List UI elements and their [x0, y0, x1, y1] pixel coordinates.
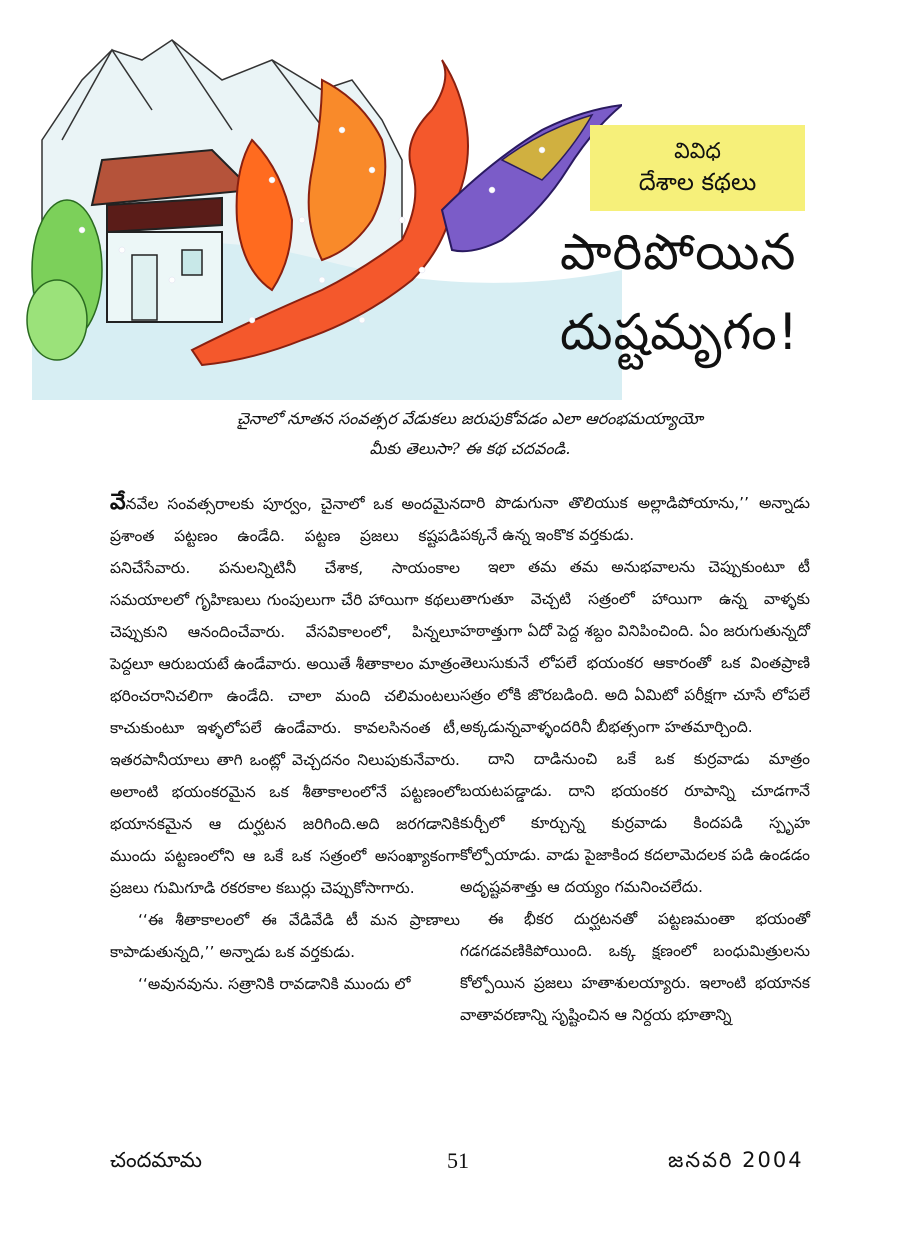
story-title [560, 212, 890, 372]
intro-line-2: మీకు తెలుసా? ఈ కథ చదవండి. [369, 439, 571, 458]
left-paragraph-3: ‘‘అవునవును. సత్రానికి రావడానికి ముందు లో [138, 975, 411, 993]
badge-line-2: దేశాల కథలు [638, 168, 757, 196]
right-column [460, 487, 810, 1031]
right-paragraph-4: ఈ భీకర దుర్ఘటనతో పట్టణమంతా భయంతో గడగడవణికిపోయింది. ఒక్క క్షణంలో బంధుమిత్రులను కోల్పోయిన ప్రజలు హతాశులయ్యారు. ఇలాంటి భయానక వాతావరణాన్ని సృష్టించిన ఆ నిర్దయ భూతాన్ని [460, 910, 810, 1024]
right-paragraph-3: దాని దాడినుంచి ఒకే ఒక కుర్రవాడు మాత్రం బయటపడ్డాడు. దాని భయంకర రూపాన్ని చూడగానే కుర్చీలో కూర్చున్న కుర్రవాడు కిందపడి స్పృహ కోల్పోయాడు. వాడు పైజాకింద కదలామెదలక పడి ఉండడం అదృష్టవశాత్తు ఆ దయ్యం గమనించలేదు. [460, 750, 810, 896]
page-number: 51 [447, 1148, 469, 1173]
magazine-name: చందమామ [110, 1148, 202, 1172]
title-line-1: పారిపోయిన [560, 223, 797, 281]
drop-cap: వే [110, 490, 126, 515]
issue-date: జనవరి 2004 [668, 1148, 804, 1172]
series-badge [590, 125, 805, 211]
left-column [110, 487, 460, 1000]
illustration [22, 20, 622, 400]
intro-line-1: చైనాలో నూతన సంవత్సర వేడుకలు జరుపుకోవడం ఎలా ఆరంభమయ్యాయో [236, 409, 704, 428]
badge-line-1: వివిధ [674, 139, 721, 164]
right-paragraph-1: దారి పొడుగునా తొలియుక అల్లాడిపోయాను,’’ అన్నాడు పక్కనే ఉన్న ఇంకొక వర్తకుడు. [460, 494, 810, 544]
left-paragraph-1 [110, 487, 460, 904]
title-line-2: దుష్టమృగం! [560, 303, 799, 361]
right-paragraph-2: ఇలా తమ తమ అనుభవాలను చెప్పుకుంటూ టీ తాగుతూ వెచ్చటి సత్రంలో హాయిగా ఉన్న వాళ్ళకు హఠాత్తుగా ఏదో పెద్ద శబ్దం వినిపించింది. ఏం జరుగుతున్నదో తెలుసుకునే లోపలే భయంకర ఆకారంతో ఒక వింతప్రాణి సత్రం లోకి జొరబడింది. అది ఏమిటో పరీక్షగా చూసే లోపలే అక్కడున్నవాళ్ళందరినీ బీభత్సంగా హతమార్చింది. [460, 558, 810, 736]
left-paragraph-1-text: నవేల సంవత్సరాలకు పూర్వం, చైనాలో ఒక అందమైన ప్రశాంత పట్టణం ఉండేది. పట్టణ ప్రజలు కష్టపడి పనిచేసేవారు. పనులన్నిటినీ చేశాక, సాయంకాల సమయాలలో గృహిణులు గుంపులుగా చేరి హాయిగా కథలు చెప్పుకుని ఆనందించేవారు. వేసవికాలంలో, పిన్నలూ పెద్దలూ ఆరుబయటే ఉండేవారు. అయితే శీతాకాలం మాత్రం భరించరానిచలిగా ఉండేది. చాలా మంది చలిమంటలు కాచుకుంటూ ఇళ్ళలోపలే ఉండేవారు. కావలసినంత టీ, ఇతరపానీయాలు తాగి ఒంట్లో వెచ్చదనం నిలుపుకునేవారు. అలాంటి భయంకరమైన ఒక శీతాకాలంలోనే పట్టణంలో భయానకమైన ఆ దుర్ఘటన జరిగింది.అది జరగడానికి ముందు పట్టణంలోని ఆ ఒకే ఒక సత్రంలో అసంఖ్యాకంగా ప్రజలు గుమిగూడి రకరకాల కబుర్లు చెప్పుకోసాగారు. [110, 495, 460, 897]
left-paragraph-2: ‘‘ఈ శీతాకాలంలో ఈ వేడివేడి టీ మన ప్రాణాలు కాపాడుతున్నది,’’ అన్నాడు ఒక వర్తకుడు. [110, 911, 460, 961]
story-intro [130, 404, 810, 464]
